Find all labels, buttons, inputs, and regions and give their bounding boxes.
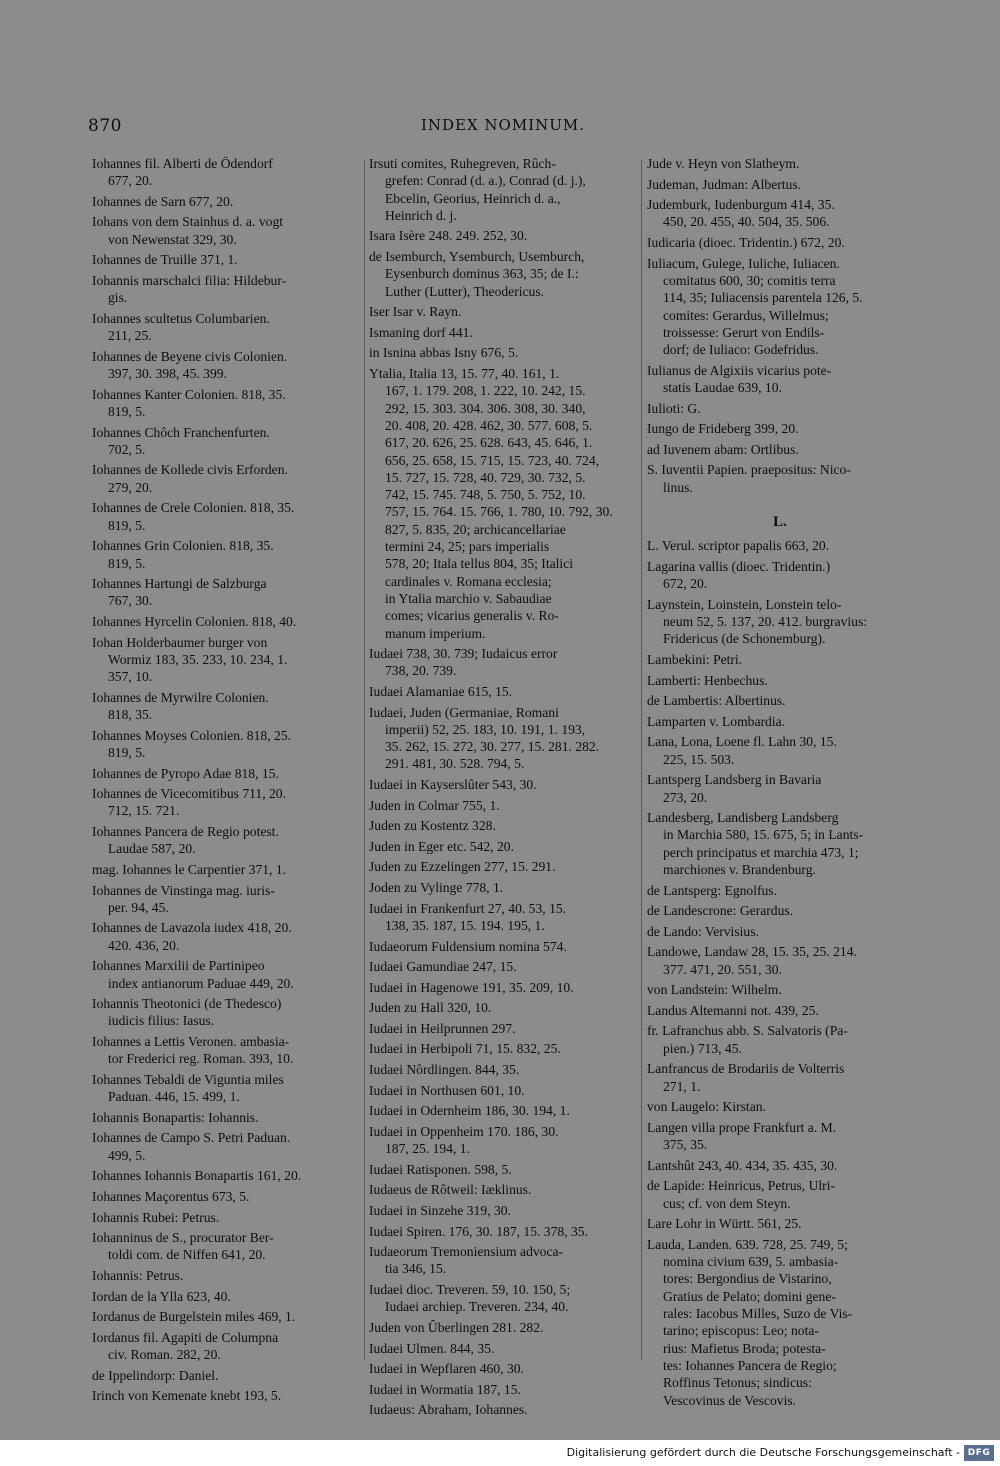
column-divider <box>641 160 642 1360</box>
footer-bar <box>0 1440 1000 1466</box>
index-entry: Iulioti: G. <box>647 400 701 416</box>
index-entry: Juden zu Hall 320, 10. <box>369 1000 492 1016</box>
index-entry: von Laugelo: Kirstan. <box>647 1099 766 1115</box>
index-entry: ad Iuvenem abam: Ortlibus. <box>647 441 799 457</box>
index-entry: Iudaei in Frankenfurt 27, 40. 53, 15. 138, 35. 187, 15. 194. 195, 1. <box>369 900 567 933</box>
index-entry: Iohannes Chôch Franchenfurten. 702, 5. <box>92 424 270 457</box>
index-entry: fr. Lafranchus abb. S. Salvatoris (Pa- pien.) 713, 45. <box>647 1023 848 1056</box>
index-entry: Iohannes Hartungi de Salzburga 767, 30. <box>92 576 267 609</box>
page-number: 870 <box>88 116 122 136</box>
index-entry: Iudaei dioc. Treveren. 59, 10. 150, 5; Iudaei archiep. Treveren. 234, 40. <box>369 1282 571 1315</box>
index-entry: Iudaeus de Rôtweil: Iæklinus. <box>369 1182 532 1198</box>
index-entry: Iohannis: Petrus. <box>92 1268 184 1284</box>
index-entry: Iudaeorum Tremoniensium advoca- tia 346, 15. <box>369 1244 564 1277</box>
index-entry: Iungo de Frideberg 399, 20. <box>647 421 799 437</box>
index-entry: Juden in Eger etc. 542, 20. <box>369 838 514 854</box>
index-entry: Judemburk, Iudenburgum 414, 35. 450, 20. 455, 40. 504, 35. 506. <box>647 197 835 230</box>
index-entry: Irinch von Kemenate knebt 193, 5. <box>92 1388 282 1404</box>
index-entry: Landus Altemanni not. 439, 25. <box>647 1002 819 1018</box>
index-entry: Iohannes de Beyene civis Colonien. 397, 30. 398, 45. 399. <box>92 348 288 382</box>
index-entry: Iudaei in Wepflaren 460, 30. <box>369 1361 524 1377</box>
index-entry: Iudaei in Sinzehe 319, 30. <box>369 1202 511 1218</box>
page-title: INDEX NOMINUM. <box>420 116 586 134</box>
index-entry: Iohannes Moyses Colonien. 818, 25. 819, 5. <box>92 727 291 760</box>
index-entry: Iohannes de Myrwilre Colonien. 818, 35. <box>92 689 269 723</box>
index-entry: Iohannes de Crele Colonien. 818, 35. 819, 5. <box>92 500 295 533</box>
index-entry: Iohannes Pancera de Regio potest. Laudae 587, 20. <box>92 824 279 857</box>
index-entry: Lagarina vallis (dioec. Tridentin.) 672, 20. <box>647 558 831 592</box>
index-entry: Iudaei in Wormatia 187, 15. <box>369 1381 521 1397</box>
index-entry: Iudaei in Hagenowe 191, 35. 209, 10. <box>369 979 574 995</box>
index-column-1 <box>92 155 360 1408</box>
index-entry: Lamparten v. Lombardia. <box>647 713 786 729</box>
index-entry: Iohannes a Lettis Veronen. ambasia- tor Frederici reg. Roman. 393, 10. <box>92 1034 294 1067</box>
index-entry: Iuliacum, Gulege, Iuliche, Iuliacen. comitatus 600, 30; comitis terra 114, 35; Iuliacensis parentela 126, 5. comites: Gerardus, Willelmus; troissesse: Gerurt von Endils- dorf; de Iuliaco: Godefridus. <box>647 255 863 358</box>
index-entry: Iudaei Ulmen. 844, 35. <box>369 1340 495 1356</box>
index-entry: Lantsperg Landsberg in Bavaria 273, 20. <box>647 772 822 805</box>
index-entry: Iohan Holderbaumer burger von Wormiz 183, 35. 233, 10. 234, 1. 357, 10. <box>92 634 288 685</box>
index-entry: Landowe, Landaw 28, 15. 35, 25. 214. 377. 471, 20. 551, 30. <box>647 944 857 977</box>
index-entry: Lauda, Landen. 639. 728, 25. 749, 5; nomina civium 639, 5. ambasia- tores: Bergondius de Vistarino, Gratius de Pelato; domini gene- rales: Iacobus Milles, Suzo de Vis- tarino; episcopus: Leo; nota- rius: Mafietus Broda; potesta- tes: Iohannes Pancera de Regio; Roffinus Tetonus; sindicus: Vescovinus de Vescovis. <box>647 1236 853 1408</box>
index-entry: Lamberti: Henbechus. <box>647 672 768 688</box>
index-entry: Iudaei Spiren. 176, 30. 187, 15. 378, 35. <box>369 1223 588 1239</box>
index-entry: Juden zu Ezzelingen 277, 15. 291. <box>369 859 556 875</box>
index-entry: Iordanus fil. Agapiti de Columpna civ. Roman. 282, 20. <box>92 1329 279 1363</box>
index-entry: Judeman, Judman: Albertus. <box>647 176 802 192</box>
index-entry: Iohannes Tebaldi de Viguntia miles Paduan. 446, 15. 499, 1. <box>92 1071 284 1105</box>
index-entry: Iohannes scultetus Columbarien. 211, 25. <box>92 310 270 344</box>
column-divider <box>364 160 365 1360</box>
index-entry: Iohannes de Lavazola iudex 418, 20. 420. 436, 20. <box>92 920 292 953</box>
index-entry: Iohanninus de S., procurator Ber- toldi com. de Niffen 641, 20. <box>92 1230 274 1263</box>
index-entry: von Landstein: Wilhelm. <box>647 982 782 998</box>
index-entry: de Ippelindorp: Daniel. <box>92 1367 219 1383</box>
index-entry: Jude v. Heyn von Slatheym. <box>647 156 800 171</box>
index-entry: Iudaei 738, 30. 739; Iudaicus error 738, 20. 739. <box>369 646 558 679</box>
index-entry: Iohannes Hyrcelin Colonien. 818, 40. <box>92 613 297 629</box>
index-entry: Landesberg, Landisberg Landsberg in Marchia 580, 15. 675, 5; in Lants- perch principatus et marchia 473, 1; marchiones v. Brandenburg. <box>647 810 864 878</box>
index-entry: Juden zu Kostentz 328. <box>369 818 496 834</box>
index-entry: Iser Isar v. Rayn. <box>369 304 462 320</box>
index-entry: Iudaei Nôrdlingen. 844, 35. <box>369 1062 520 1078</box>
index-entry: Iudaei in Heilprunnen 297. <box>369 1020 516 1036</box>
index-entry: Iohannes de Truille 371, 1. <box>92 252 238 268</box>
index-entry: Iohannes Marxilii de Partinipeo index antianorum Paduae 449, 20. <box>92 958 294 991</box>
index-entry: Iordan de la Ylla 623, 40. <box>92 1288 231 1304</box>
index-entry: Iudaei Alamaniae 615, 15. <box>369 683 513 699</box>
index-entry: Iohannis Theotonici (de Thedesco) iudicis filius: Iasus. <box>92 996 282 1029</box>
index-entry: Ytalia, Italia 13, 15. 77, 40. 161, 1. 167, 1. 179. 208, 1. 222, 10. 242, 15. 292, 15. 303. 304. 306. 308, 30. 340, 20. 408, 20. 428. 462, 30. 577. 608, 5. 617, 20. 626, 25. 628. 643, 45. 646, 1. 656, 25. 658, 15. 715, 15. 723, 40. 724, 15. 727, 15. 728, 40. 729, 30. 732, 5. 742, 15. 745. 748, 5. 750, 5. 752, 10. 757, 15. 764. 15. 766, 1. 780, 10. 792, 30. 827, 5. 835, 20; archicancellariae termini 24, 25; pars imperialis 578, 20; Itala tellus 804, 35; Italici cardinales v. Romana ecclesia; in Ytalia marchio v. Sabaudiae comes; vicarius generalis v. Ro- manum imperium. <box>369 366 613 641</box>
index-entry: Iohannes de Sarn 677, 20. <box>92 193 234 209</box>
index-entry: Iohannes de Pyropo Adae 818, 15. <box>92 765 279 781</box>
section-letter: L. <box>773 514 787 531</box>
index-entry: Lare Lohr in Württ. 561, 25. <box>647 1216 802 1232</box>
index-column-2 <box>369 155 636 1422</box>
index-entry: Joden zu Vylinge 778, 1. <box>369 880 504 896</box>
index-entry: Iudaei, Juden (Germaniae, Romani imperii) 52, 25. 183, 10. 191, 1. 193, 35. 262, 15. 272, 30. 277, 15. 281. 282. 291. 481, 30. 528. 794, 5. <box>369 704 600 772</box>
index-entry: de Lantsperg: Egnolfus. <box>647 882 777 898</box>
index-entry: Iohannes Maçorentus 673, 5. <box>92 1188 250 1204</box>
index-entry: Lantshût 243, 40. 434, 35. 435, 30. <box>647 1157 838 1173</box>
index-entry: de Landescrone: Gerardus. <box>647 903 794 919</box>
index-entry: in Isnina abbas Isny 676, 5. <box>369 345 519 361</box>
index-entry: Langen villa prope Frankfurt a. M. 375, 35. <box>647 1119 837 1153</box>
dfg-logo: DFG <box>964 1445 994 1461</box>
index-entry: de Lapide: Heinricus, Petrus, Ulri- cus; cf. von dem Steyn. <box>647 1178 835 1211</box>
index-entry: Iudaei in Kayserslûter 543, 30. <box>369 777 537 793</box>
index-entry: Iudaei in Odernheim 186, 30. 194, 1. <box>369 1103 570 1119</box>
index-column-3 <box>647 155 913 1412</box>
index-entry: Irsuti comites, Ruhegreven, Rûch- grefen: Conrad (d. a.), Conrad (d. j.), Ebcelin, Georius, Heinrich d. a., Heinrich d. j. <box>369 156 586 223</box>
index-entry: Iohannis Bonapartis: Iohannis. <box>92 1109 259 1125</box>
index-entry: Iohannes Iohannis Bonapartis 161, 20. <box>92 1168 302 1184</box>
index-entry: Iohannes Grin Colonien. 818, 35. 819, 5. <box>92 538 274 571</box>
index-entry: Iudaeorum Fuldensium nomina 574. <box>369 938 567 954</box>
index-entry: Iohans von dem Stainhus d. a. vogt von Newenstat 329, 30. <box>92 214 284 247</box>
index-entry: Iudaei Gamundiae 247, 15. <box>369 959 517 975</box>
index-entry: Iohannes fil. Alberti de Ödendorf 677, 20. <box>92 156 273 189</box>
index-entry: Iudaei in Herbipoli 71, 15. 832, 25. <box>369 1041 561 1057</box>
index-entry: Juden in Colmar 755, 1. <box>369 797 500 813</box>
index-entry: Isara Isère 248. 249. 252, 30. <box>369 228 528 244</box>
index-entry: Iohannis Rubei: Petrus. <box>92 1209 220 1225</box>
index-entry: de Isemburch, Ysemburch, Usemburch, Eysenburch dominus 363, 35; de I.: Luther (Lutter), Theodericus. <box>369 249 585 299</box>
index-entry: Ismaning dorf 441. <box>369 324 473 340</box>
index-entry: de Lando: Vervisius. <box>647 923 759 939</box>
index-entry: Iohannes de Campo S. Petri Paduan. 499, 5. <box>92 1130 291 1163</box>
index-entry: Iohannes de Vinstinga mag. iuris- per. 94, 45. <box>92 882 275 915</box>
index-entry: Iudicaria (dioec. Tridentin.) 672, 20. <box>647 235 845 251</box>
index-entry: mag. Iohannes le Carpentier 371, 1. <box>92 861 287 877</box>
index-entry: Iulianus de Algixiis vicarius pote- statis Laudae 639, 10. <box>647 362 832 396</box>
index-entry: Iordanus de Burgelstein miles 469, 1. <box>92 1309 296 1325</box>
funding-notice: Digitalisierung gefördert durch die Deutsche Forschungsgemeinschaft - <box>566 1446 960 1459</box>
index-entry: Iohannes Kanter Colonien. 818, 35. 819, 5. <box>92 386 286 419</box>
index-entry: Iudaei in Northusen 601, 10. <box>369 1082 525 1098</box>
index-entry: Iudaei Ratisponen. 598, 5. <box>369 1161 512 1177</box>
index-entry: Lambekini: Petri. <box>647 651 743 667</box>
index-entry: Iudaeus: Abraham, Iohannes. <box>369 1402 528 1418</box>
index-entry: Iohannes de Kollede civis Erforden. 279, 20. <box>92 462 288 495</box>
index-entry: de Lambertis: Albertinus. <box>647 693 786 709</box>
index-entry: S. Iuventii Papien. praepositus: Nico- linus. <box>647 462 851 495</box>
index-entry: Lana, Lona, Loene fl. Lahn 30, 15. 225, 15. 503. <box>647 734 837 767</box>
index-entry: Iohannis marschalci filia: Hildebur- gis. <box>92 272 287 306</box>
page-header <box>88 116 918 140</box>
index-entry: Juden von Ûberlingen 281. 282. <box>369 1319 544 1335</box>
index-entry: Laynstein, Loinstein, Lonstein telo- neum 52, 5. 137, 20. 412. burgravius: Fridericus (de Schonemburg). <box>647 596 868 647</box>
index-entry: Iohannes de Vicecomitibus 711, 20. 712, 15. 721. <box>92 786 286 819</box>
index-entry: L. Verul. scriptor papalis 663, 20. <box>647 538 830 554</box>
index-entry: Lanfrancus de Brodariis de Volterris 271, 1. <box>647 1061 845 1094</box>
index-entry: Iudaei in Oppenheim 170. 186, 30. 187, 25. 194, 1. <box>369 1123 559 1157</box>
